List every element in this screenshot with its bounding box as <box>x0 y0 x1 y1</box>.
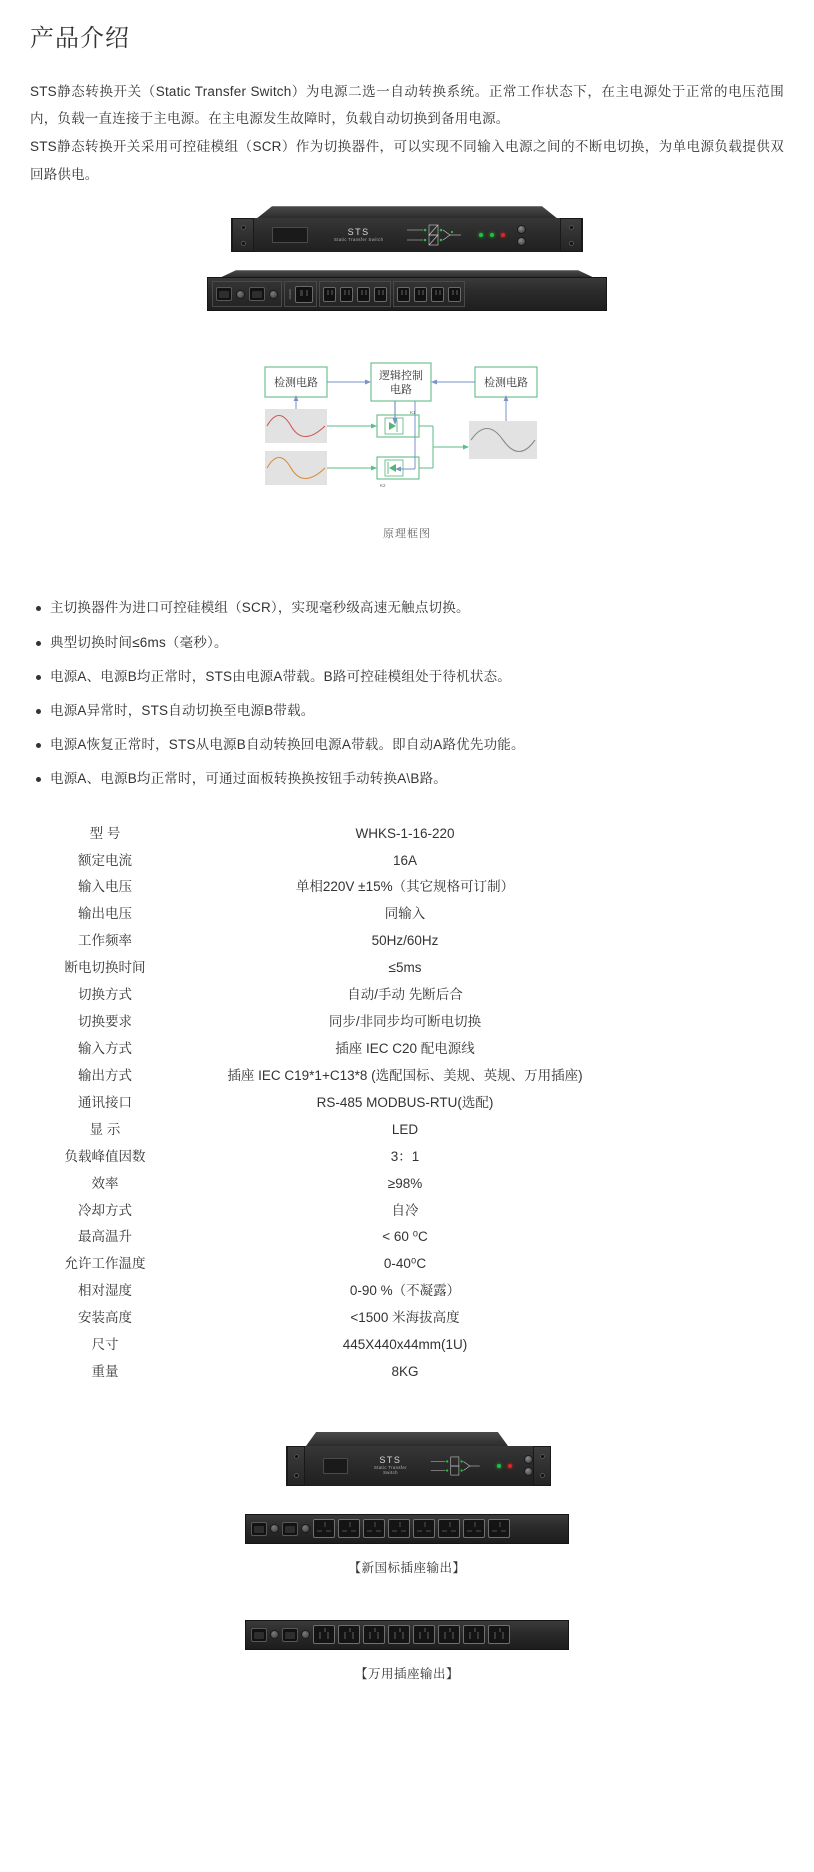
front-face <box>305 1446 533 1486</box>
input-section <box>212 281 282 307</box>
iec-c20-inlet-b <box>249 287 265 301</box>
rack-hole-icon <box>569 241 574 246</box>
spec-key: 输入电压 <box>78 879 132 895</box>
spec-key: 负载峰值因数 <box>64 1148 146 1164</box>
gb-outlet <box>338 1519 360 1538</box>
iec-c13-outlet <box>323 287 336 302</box>
spec-value: 同步/非同步均可断电切换 <box>328 1014 482 1030</box>
iec-c13-outlet <box>357 287 370 302</box>
spec-row <box>0 1117 814 1144</box>
iec-c13-outlet <box>374 287 387 302</box>
device-top-bevel <box>306 1432 508 1446</box>
front-face <box>254 218 560 252</box>
brand-main: STS <box>379 1455 402 1466</box>
caption-gb-sockets: 【新国标插座输出】 <box>348 1560 466 1575</box>
iec-c13-outlet <box>448 287 461 302</box>
rack-ear-left <box>287 1446 305 1486</box>
source-select-button[interactable] <box>524 1455 533 1464</box>
intro-paragraph-1: STS静态转换开关（Static Transfer Switch）为电源二选一自动转换系统。正常工作状态下，在主电源处于正常的电压范围内，负载一直连接于主电源。在主电源发生故障时，负载自动切换到备用电源。 <box>30 83 784 127</box>
spec-row <box>0 1224 814 1251</box>
led-source-icon <box>479 233 483 237</box>
universal-outlet <box>488 1625 510 1644</box>
iec-c13-outlet <box>431 287 444 302</box>
spec-row <box>0 1198 814 1225</box>
spec-key: 允许工作温度 <box>64 1256 146 1272</box>
feature-item: 典型切换时间≤6ms（毫秒）。 <box>36 634 814 652</box>
universal-outlet <box>338 1625 360 1644</box>
spec-row <box>0 928 814 955</box>
block-diagram-svg <box>247 359 567 519</box>
output-c19-section <box>284 281 317 307</box>
spec-row <box>0 848 814 875</box>
spec-value: ≥98% <box>387 1175 423 1191</box>
iec-c13-outlet <box>414 287 427 302</box>
spec-value: 8KG <box>391 1364 419 1380</box>
spec-value: 0-90 %（不凝露） <box>349 1283 461 1299</box>
mimic-diagram-icon <box>429 1455 487 1477</box>
source-select-button[interactable] <box>517 225 526 234</box>
spec-key: 最高温升 <box>78 1229 132 1245</box>
photo-spacer <box>0 1486 814 1514</box>
spec-value: 插座 IEC C20 配电源线 <box>335 1040 475 1056</box>
sts-front-device <box>231 206 583 252</box>
feature-item: 电源A异常时，STS自动切换至电源B带载。 <box>36 702 814 720</box>
spec-key: 输出电压 <box>78 906 132 922</box>
spec-row <box>0 1171 814 1198</box>
photo-spacer <box>0 1576 814 1620</box>
breaker-a[interactable] <box>270 1630 279 1639</box>
display-window <box>272 227 308 243</box>
product-photo-front <box>0 206 814 252</box>
svg-text:电路: 电路 <box>390 384 412 397</box>
gb-outlet <box>388 1519 410 1538</box>
specification-table-body <box>0 821 814 1386</box>
spec-row <box>0 874 814 901</box>
front-button-group[interactable] <box>524 1455 533 1476</box>
spec-row <box>0 901 814 928</box>
mimic-diagram-icon <box>405 223 469 247</box>
spec-key: 相对湿度 <box>78 1283 132 1299</box>
gb-socket-strip-body <box>245 1514 569 1544</box>
device-front-panel <box>286 1446 528 1486</box>
feature-item: 主切换器件为进口可控硅模组（SCR），实现毫秒级高速无触点切换。 <box>36 599 814 617</box>
spec-row <box>0 1090 814 1117</box>
spec-key: 工作频率 <box>78 933 132 949</box>
rear-panel <box>207 277 607 311</box>
spec-key: 通讯接口 <box>78 1094 132 1110</box>
gb-outlet <box>313 1519 335 1538</box>
sts-rear-device <box>207 270 607 311</box>
universal-outlet <box>463 1625 485 1644</box>
spec-row <box>0 1332 814 1359</box>
spec-key: 尺寸 <box>91 1337 119 1353</box>
feature-item: 电源A恢复正常时，STS从电源B自动转换回电源A带载。即自动A路优先功能。 <box>36 736 814 754</box>
spec-key: 额定电流 <box>78 852 132 868</box>
sts-front-device-large <box>286 1432 528 1486</box>
spec-value: 插座 IEC C19*1+C13*8 (选配国标、美规、英规、万用插座) <box>227 1067 583 1083</box>
spec-row <box>0 982 814 1009</box>
rack-hole-icon <box>569 225 574 230</box>
rack-hole-icon <box>294 1473 299 1478</box>
product-photo-gb-sockets <box>0 1514 814 1544</box>
gb-outlet <box>488 1519 510 1538</box>
spec-value: <1500 米海拔高度 <box>350 1310 460 1326</box>
brand-plate <box>334 228 383 243</box>
spec-value: 3：1 <box>390 1148 420 1164</box>
universal-outlet <box>388 1625 410 1644</box>
svg-text:逻辑控制: 逻辑控制 <box>379 370 423 383</box>
spec-value: RS-485 MODBUS-RTU(选配) <box>316 1094 494 1110</box>
rack-ear-right <box>533 1446 551 1486</box>
caption-universal-sockets: 【万用插座输出】 <box>354 1666 459 1681</box>
spec-row <box>0 955 814 982</box>
brand-main: STS <box>347 227 370 238</box>
spec-value: 同输入 <box>384 906 426 922</box>
status-led-group <box>497 1464 512 1468</box>
spec-row <box>0 821 814 848</box>
rack-hole-icon <box>294 1454 299 1459</box>
feature-item: 电源A、电源B均正常时，STS由电源A带载。B路可控硅模组处于待机状态。 <box>36 668 814 686</box>
intro-paragraph-2: STS静态转换开关采用可控硅模组（SCR）作为切换器件，可以实现不同输入电源之间的不断电切换，为单电源负载提供双回路供电。 <box>30 138 784 182</box>
iec-c20-inlet-a <box>251 1522 267 1536</box>
spec-value: 16A <box>392 852 418 868</box>
product-photo-universal-sockets <box>0 1620 814 1650</box>
spec-key: 冷却方式 <box>78 1202 132 1218</box>
feature-item: 电源A、电源B均正常时，可通过面板转换换按钮手动转换A\B路。 <box>36 770 814 788</box>
spec-value: < 60 ⁰C <box>382 1229 428 1245</box>
front-button-group[interactable] <box>517 225 526 246</box>
led-source-icon <box>490 233 494 237</box>
breaker-b[interactable] <box>301 1630 310 1639</box>
breaker-a[interactable] <box>270 1524 279 1533</box>
iec-c20-inlet-a <box>216 287 232 301</box>
device-top-bevel <box>257 206 557 218</box>
page-bottom-spacer <box>0 1682 814 1708</box>
output-c13-group-1 <box>319 281 391 307</box>
iec-c19-outlet <box>295 286 313 303</box>
iec-c13-outlet <box>340 287 353 302</box>
spec-value: ≤5ms <box>388 960 422 976</box>
spec-value: WHKS-1-16-220 <box>355 825 455 841</box>
spec-value: 自冷 <box>391 1202 419 1218</box>
universal-socket-strip <box>245 1620 569 1650</box>
universal-outlet <box>413 1625 435 1644</box>
spec-key: 切换要求 <box>78 1014 132 1030</box>
rack-hole-icon <box>540 1454 545 1459</box>
iec-c20-inlet-b <box>282 1522 298 1536</box>
status-led-group <box>479 233 505 237</box>
breaker-b[interactable] <box>269 290 278 299</box>
spec-key: 重量 <box>91 1364 119 1380</box>
universal-outlet <box>313 1625 335 1644</box>
spec-value: 0-40⁰C <box>383 1256 427 1272</box>
diagram-caption: 原理框图 <box>383 528 431 541</box>
rack-ear-left <box>232 218 254 252</box>
breaker-a[interactable] <box>236 290 245 299</box>
device-front-panel <box>231 218 583 252</box>
spec-value: LED <box>391 1121 419 1137</box>
rack-ear-right <box>560 218 582 252</box>
spec-key: 显 示 <box>89 1121 121 1137</box>
spec-value: 自动/手动 先断后合 <box>347 987 463 1003</box>
gb-outlet <box>413 1519 435 1538</box>
feature-list-section <box>36 599 814 788</box>
brand-plate <box>374 1456 407 1475</box>
universal-socket-strip-body <box>245 1620 569 1650</box>
principle-block-diagram <box>0 359 814 541</box>
spec-row <box>0 1359 814 1386</box>
product-photo-rear <box>0 270 814 311</box>
spec-row <box>0 1251 814 1278</box>
page-title: 产品介绍 <box>30 25 130 52</box>
spec-key: 安装高度 <box>78 1310 132 1326</box>
spec-row <box>0 1009 814 1036</box>
iec-c13-outlet <box>397 287 410 302</box>
brand-sub: Static Transfer Switch <box>334 236 384 242</box>
rack-hole-icon <box>241 241 246 246</box>
spec-key: 切换方式 <box>78 987 132 1003</box>
device-top-bevel <box>221 270 593 277</box>
spec-key: 型 号 <box>89 825 121 841</box>
product-photo-front-large <box>0 1432 814 1486</box>
spec-key: 效率 <box>91 1175 119 1191</box>
spec-key: 输入方式 <box>78 1040 132 1056</box>
specification-table <box>0 821 814 1386</box>
intro-section <box>30 78 784 189</box>
svg-text:K2: K2 <box>380 483 386 489</box>
brand-sub: Static Transfer Switch <box>373 1465 407 1475</box>
gb-outlet <box>363 1519 385 1538</box>
svg-text:检测电路: 检测电路 <box>484 377 528 390</box>
universal-outlet <box>363 1625 385 1644</box>
rack-hole-icon <box>241 225 246 230</box>
spec-value: 50Hz/60Hz <box>371 933 439 949</box>
spec-row <box>0 1036 814 1063</box>
alarm-silence-button[interactable] <box>517 237 526 246</box>
spec-value: 445X440x44mm(1U) <box>342 1337 468 1353</box>
display-window <box>323 1458 348 1474</box>
product-page <box>0 22 814 1708</box>
bottom-photo-section <box>0 1432 814 1708</box>
spec-value: 单相220V ±15%（其它规格可订制） <box>295 879 515 895</box>
feature-list <box>36 599 814 788</box>
spec-key: 断电切换时间 <box>64 960 146 976</box>
svg-text:K1: K1 <box>410 410 416 416</box>
iec-c20-inlet-a <box>251 1628 267 1642</box>
spec-row <box>0 1144 814 1171</box>
led-source-icon <box>497 1464 501 1468</box>
svg-text:检测电路: 检测电路 <box>274 377 318 390</box>
gb-outlet <box>463 1519 485 1538</box>
spec-row <box>0 1278 814 1305</box>
led-fault-icon <box>501 233 505 237</box>
spec-row <box>0 1063 814 1090</box>
gb-socket-strip <box>245 1514 569 1544</box>
breaker-b[interactable] <box>301 1524 310 1533</box>
spec-row <box>0 1305 814 1332</box>
output-c13-group-2 <box>393 281 465 307</box>
rack-hole-icon <box>540 1473 545 1478</box>
led-fault-icon <box>508 1464 512 1468</box>
alarm-silence-button[interactable] <box>524 1467 533 1476</box>
spec-key: 输出方式 <box>78 1067 132 1083</box>
gb-outlet <box>438 1519 460 1538</box>
output-label: OUTPUT <box>288 288 291 300</box>
universal-outlet <box>438 1625 460 1644</box>
iec-c20-inlet-b <box>282 1628 298 1642</box>
